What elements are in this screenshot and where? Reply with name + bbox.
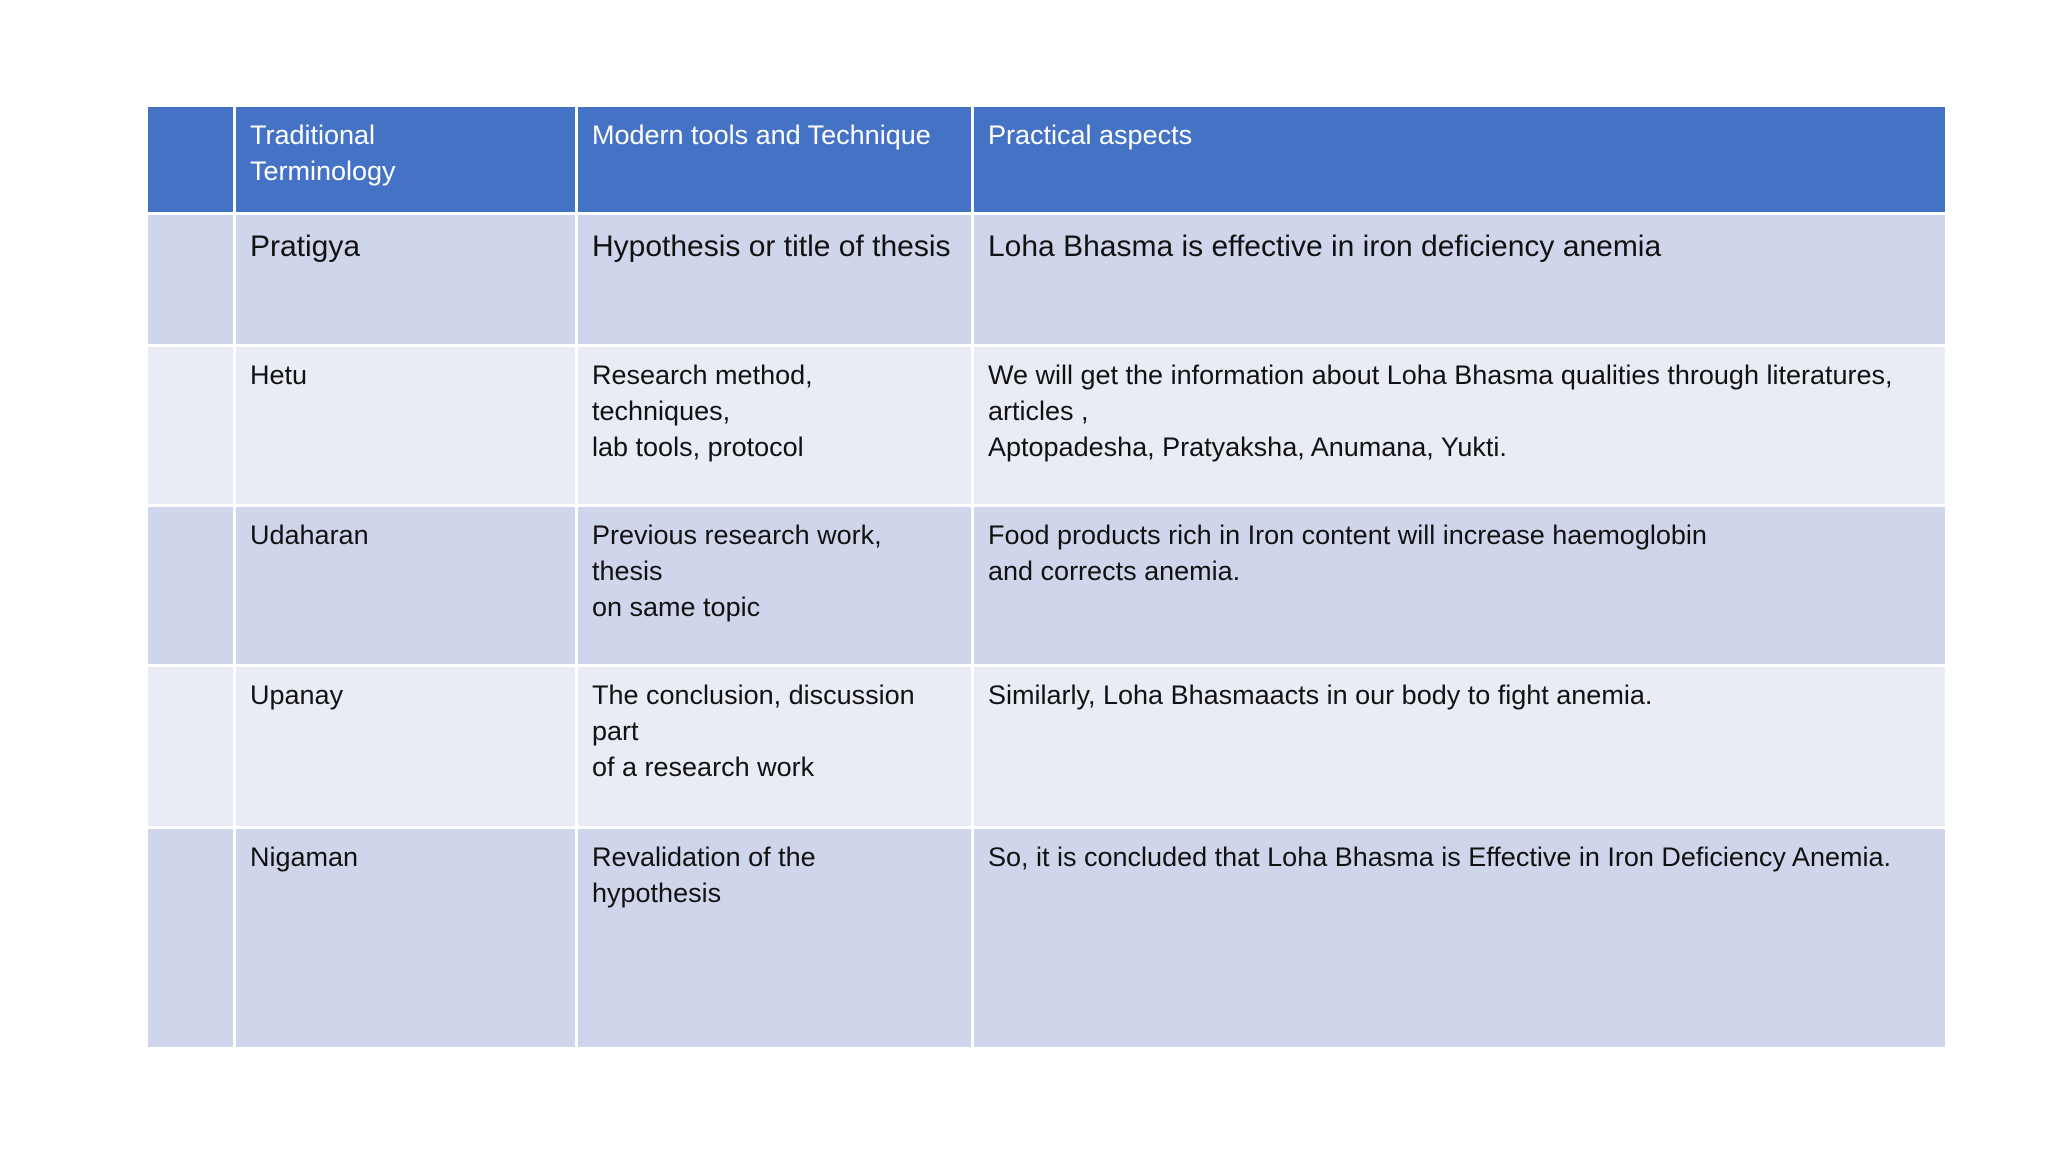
cell-line: Aptopadesha, Pratyaksha, Anumana, Yukti. [988, 432, 1507, 462]
cell-line: The conclusion, discussion [592, 680, 915, 710]
term-cell [235, 214, 577, 346]
practical-cell [973, 666, 1947, 828]
cell-line: We will get the information about Loha Bhasma qualities through literatures, [988, 360, 1893, 390]
cell-line: and corrects anemia. [988, 556, 1241, 586]
row-marker-cell [147, 214, 235, 346]
cell-line: articles , [988, 396, 1089, 426]
header-line: Modern tools and Technique [592, 120, 931, 150]
cell-line: So, it is concluded that Loha Bhasma is Effective in Iron Deficiency Anemia. [988, 842, 1891, 872]
cell-line: lab tools, protocol [592, 432, 804, 462]
cell-line: thesis [592, 556, 663, 586]
row-marker-cell [147, 666, 235, 828]
header-practical-aspects [973, 106, 1947, 214]
comparison-table [145, 104, 1948, 1050]
row-marker-cell [147, 506, 235, 666]
table-row [147, 214, 1947, 346]
cell-line: Research method, [592, 360, 813, 390]
term-cell [235, 346, 577, 506]
modern-cell [577, 214, 973, 346]
term-text: Upanay [250, 680, 344, 710]
modern-cell [577, 506, 973, 666]
cell-line: part [592, 716, 639, 746]
row-marker-cell [147, 828, 235, 1049]
modern-cell [577, 828, 973, 1049]
practical-cell [973, 214, 1947, 346]
cell-line: Food products rich in Iron content will increase haemoglobin [988, 520, 1707, 550]
modern-cell [577, 666, 973, 828]
term-cell [235, 506, 577, 666]
cell-line: techniques, [592, 396, 731, 426]
cell-line: Previous research work, [592, 520, 882, 550]
header-line: Practical aspects [988, 120, 1193, 150]
header-traditional-terminology [235, 106, 577, 214]
cell-line: Hypothesis or title of thesis [592, 230, 951, 263]
header-line: Traditional [250, 120, 376, 150]
cell-line: Loha Bhasma is effective in iron deficiency anemia [988, 230, 1662, 263]
table-row [147, 666, 1947, 828]
header-corner-cell [147, 106, 235, 214]
term-text: Nigaman [250, 842, 359, 872]
practical-cell [973, 828, 1947, 1049]
term-cell [235, 828, 577, 1049]
practical-cell [973, 346, 1947, 506]
term-cell [235, 666, 577, 828]
cell-line: on same topic [592, 592, 761, 622]
header-modern-tools [577, 106, 973, 214]
table-row [147, 346, 1947, 506]
practical-cell [973, 506, 1947, 666]
table-row [147, 506, 1947, 666]
cell-line: of a research work [592, 752, 815, 782]
modern-cell [577, 346, 973, 506]
header-row [147, 106, 1947, 214]
term-text: Hetu [250, 360, 308, 390]
row-marker-cell [147, 346, 235, 506]
table-row [147, 828, 1947, 1049]
cell-line: Revalidation of the [592, 842, 816, 872]
term-text: Udaharan [250, 520, 369, 550]
term-text: Pratigya [250, 230, 361, 263]
cell-line: hypothesis [592, 878, 722, 908]
cell-line: Similarly, Loha Bhasmaacts in our body to fight anemia. [988, 680, 1653, 710]
header-line: Terminology [250, 156, 396, 186]
